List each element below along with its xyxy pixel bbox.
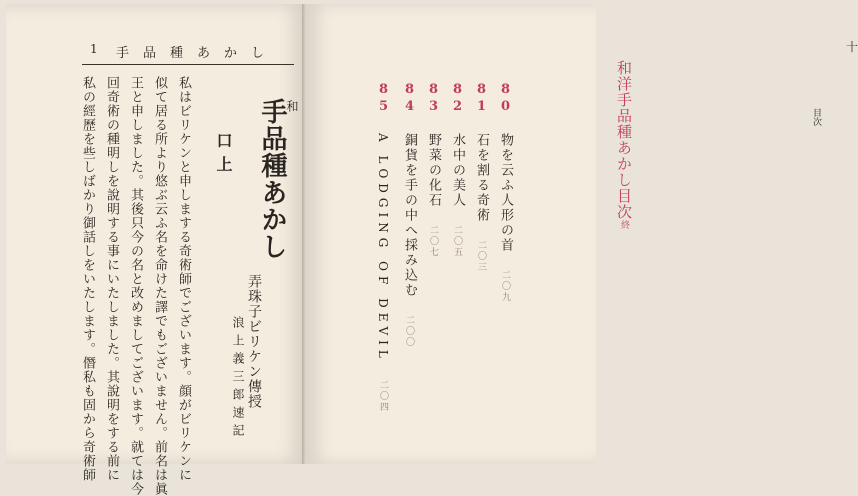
toc-text: 物を云ふ人形の首 xyxy=(498,133,513,253)
body-line: 似て居る所より悠ぶ云ふ名を命けた譯でもございません。前名は眞 xyxy=(152,76,167,496)
toc-entry xyxy=(496,82,515,303)
body-line: 王と申しました。其後只今の名と改めましてございます。就ては今 xyxy=(128,76,143,496)
toc-title xyxy=(614,60,635,230)
toc-page: 二〇三 xyxy=(476,240,486,273)
toc-entry xyxy=(448,82,467,258)
section-title: 口上 xyxy=(214,132,233,180)
toc-text: 水中の美人 xyxy=(450,133,465,208)
toc-text: 石を割る奇術 xyxy=(474,133,489,223)
book-series: 和 xyxy=(285,100,299,114)
body-line: 私の經歷を些しばかり御話しをいたします。僭私も固から奇術師 xyxy=(80,76,95,482)
toc-page: 二〇五 xyxy=(452,225,462,258)
book-title: 手品種あかし xyxy=(257,98,287,260)
toc-entry xyxy=(376,82,394,413)
page-number: 1 xyxy=(90,42,98,56)
toc-label: 目次 xyxy=(811,108,821,126)
body-line: 回奇術の種明しを說明する事にいたしました。其說明をする前に xyxy=(104,76,119,482)
toc-number: 82 xyxy=(450,82,465,116)
header-rule xyxy=(82,64,294,65)
toc-number: 83 xyxy=(426,82,441,116)
toc-entry xyxy=(400,82,419,348)
toc-text: 銅貨を手の中へ採み込む xyxy=(402,133,417,298)
right-page xyxy=(306,4,858,464)
toc-entry xyxy=(424,82,443,258)
toc-number: 84 xyxy=(402,82,417,116)
running-head: 手品種あかし xyxy=(116,46,279,61)
toc-page: 二〇〇 xyxy=(404,315,414,348)
toc-title-suffix: 終 xyxy=(619,220,629,230)
toc-number: 85 xyxy=(376,82,391,116)
toc-page: 二〇四 xyxy=(378,379,388,413)
page-mark: 十 xyxy=(846,40,858,54)
book-spread xyxy=(6,4,858,496)
toc-page: 二〇七 xyxy=(428,225,438,258)
subtitle: 弄珠子ビリケン傳授 xyxy=(246,274,262,409)
toc-number: 80 xyxy=(498,82,513,116)
toc-entry xyxy=(472,82,491,273)
toc-text: 野菜の化石 xyxy=(426,133,441,208)
author: 浪上義三郎速記 xyxy=(231,316,245,442)
left-page xyxy=(6,4,306,496)
toc-title-text: 和洋手品種あかし目次 xyxy=(615,60,633,220)
toc-number: 81 xyxy=(474,82,489,116)
toc-text: A LODGING OF DEVIL xyxy=(376,133,390,363)
toc-page: 二〇九 xyxy=(500,270,510,303)
body-line: 私はビリケンと申しまする奇術師でございます。顔がビリケンに xyxy=(176,76,191,482)
